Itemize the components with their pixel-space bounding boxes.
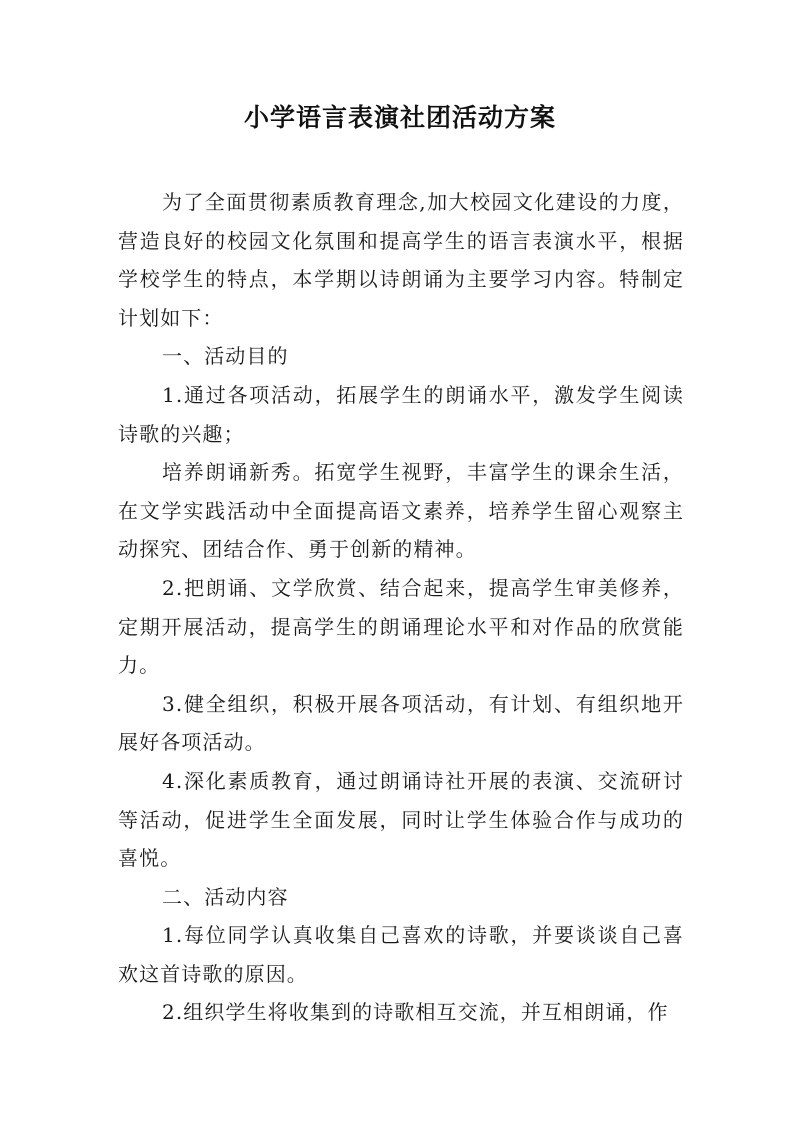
section-heading-purpose: 一、活动目的 [162, 344, 289, 369]
purpose-item-4: 4.深化素质教育，通过朗诵诗社开展的表演、交流研讨等活动，促进学生全面发展，同时让学生体验合作与成功的喜悦。 [118, 768, 684, 871]
content-item-1: 1.每位同学认真收集自己喜欢的诗歌，并要谈谈自己喜欢这首诗歌的原因。 [118, 923, 684, 986]
document-title: 小学语言表演社团活动方案 [243, 103, 556, 132]
purpose-item-2: 2.把朗诵、文学欣赏、结合起来，提高学生审美修养，定期开展活动，提高学生的朗诵理论水平和对作品的欣赏能力。 [118, 575, 684, 678]
purpose-item-3: 3.健全组织，积极开展各项活动，有计划、有组织地开展好各项活动。 [118, 691, 684, 755]
content-item-2: 2.组织学生将收集到的诗歌相互交流，并互相朗诵，作 [162, 1000, 669, 1025]
section-heading-content: 二、活动内容 [162, 884, 289, 909]
document-body [118, 183, 684, 1032]
intro-paragraph: 为了全面贯彻素质教育理念,加大校园文化建设的力度，营造良好的校园文化氛围和提高学生的语言表演水平，根据学校学生的特点，本学期以诗朗诵为主要学习内容。特制定计划如下： [118, 190, 684, 330]
purpose-item-1-continued: 培养朗诵新秀。拓宽学生视野，丰富学生的课余生活，在文学实践活动中全面提高语文素养，培养学生留心观察主动探究、团结合作、勇于创新的精神。 [118, 460, 684, 562]
purpose-item-1: 1.通过各项活动，拓展学生的朗诵水平，激发学生阅读诗歌的兴趣； [118, 382, 684, 446]
